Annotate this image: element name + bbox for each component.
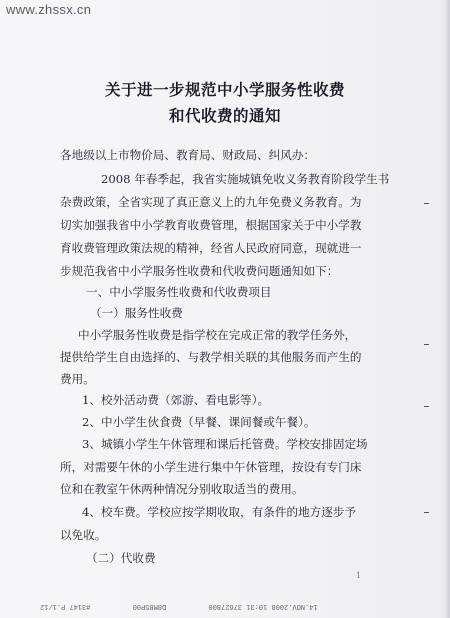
- fax-timestamp: 14.NOV.2008 10:31 37627800: [208, 602, 318, 610]
- paragraph-line: 切实加强我省中小学教育收费管理，根据国家关于中小学教: [60, 218, 362, 232]
- salutation: 各地级以上市物价局、教育局、财政局、纠风办：: [60, 148, 316, 162]
- paragraph-line: 费用。: [60, 372, 95, 386]
- paragraph-line: 步规范我省中小学服务性收费和代收费问题通知如下：: [60, 264, 339, 278]
- list-item: 3、城镇小学生午休管理和课后托管费。学校安排固定场: [82, 437, 368, 451]
- margin-mark: [424, 344, 429, 345]
- watermark-url: www.zhssx.cn: [6, 2, 92, 17]
- list-item: 1、校外活动费（郊游、看电影等）。: [82, 393, 270, 407]
- paragraph-line: 以免收。: [60, 528, 107, 542]
- margin-mark: [424, 406, 429, 407]
- paragraph-line: 杂费政策，全省实现了真正意义上的九年免费义务教育。为: [60, 195, 362, 209]
- paragraph-line: 提供给学生自由选择的、与教学相关联的其他服务而产生的: [60, 350, 362, 364]
- list-item: 2、中小学生伙食费（早餐、课间餐或午餐）。: [82, 415, 316, 429]
- subsection-heading: （一）服务性收费: [90, 306, 183, 320]
- page-number: 1: [356, 571, 362, 580]
- paragraph-line: 所，对需要午休的小学生进行集中午休管理，按设有专门床: [60, 460, 362, 474]
- section-heading: 一、中小学服务性收费和代收费项目: [86, 285, 272, 299]
- margin-mark: [424, 512, 429, 513]
- document-title-line-2: 和代收费的通知: [168, 107, 281, 125]
- paragraph-line: 2008 年春季起，我省实施城镇免收义务教育阶段学生书: [101, 172, 390, 186]
- paragraph-line: 中小学服务性收费是指学校在完成正常的教学任务外，: [78, 328, 357, 342]
- scan-edge-shadow: [444, 0, 450, 618]
- subsection-heading: （二）代收费: [86, 551, 156, 565]
- paragraph-line: 育收费管理政策法规的精神，经省人民政府同意，现就进一: [60, 241, 362, 255]
- fax-id: D8M85P00: [132, 602, 167, 610]
- list-item: 4、校车费。学校应按学期收取，有条件的地方逐步予: [82, 505, 357, 519]
- paragraph-line: 位和在教室午休两种情况分别收取适当的费用。: [60, 482, 304, 496]
- document-title-line-1: 关于进一步规范中小学服务性收费: [104, 81, 345, 99]
- fax-header-strip: [40, 602, 318, 610]
- fax-page-counter: #3147 P.1/12: [40, 602, 91, 610]
- margin-mark: [424, 203, 429, 204]
